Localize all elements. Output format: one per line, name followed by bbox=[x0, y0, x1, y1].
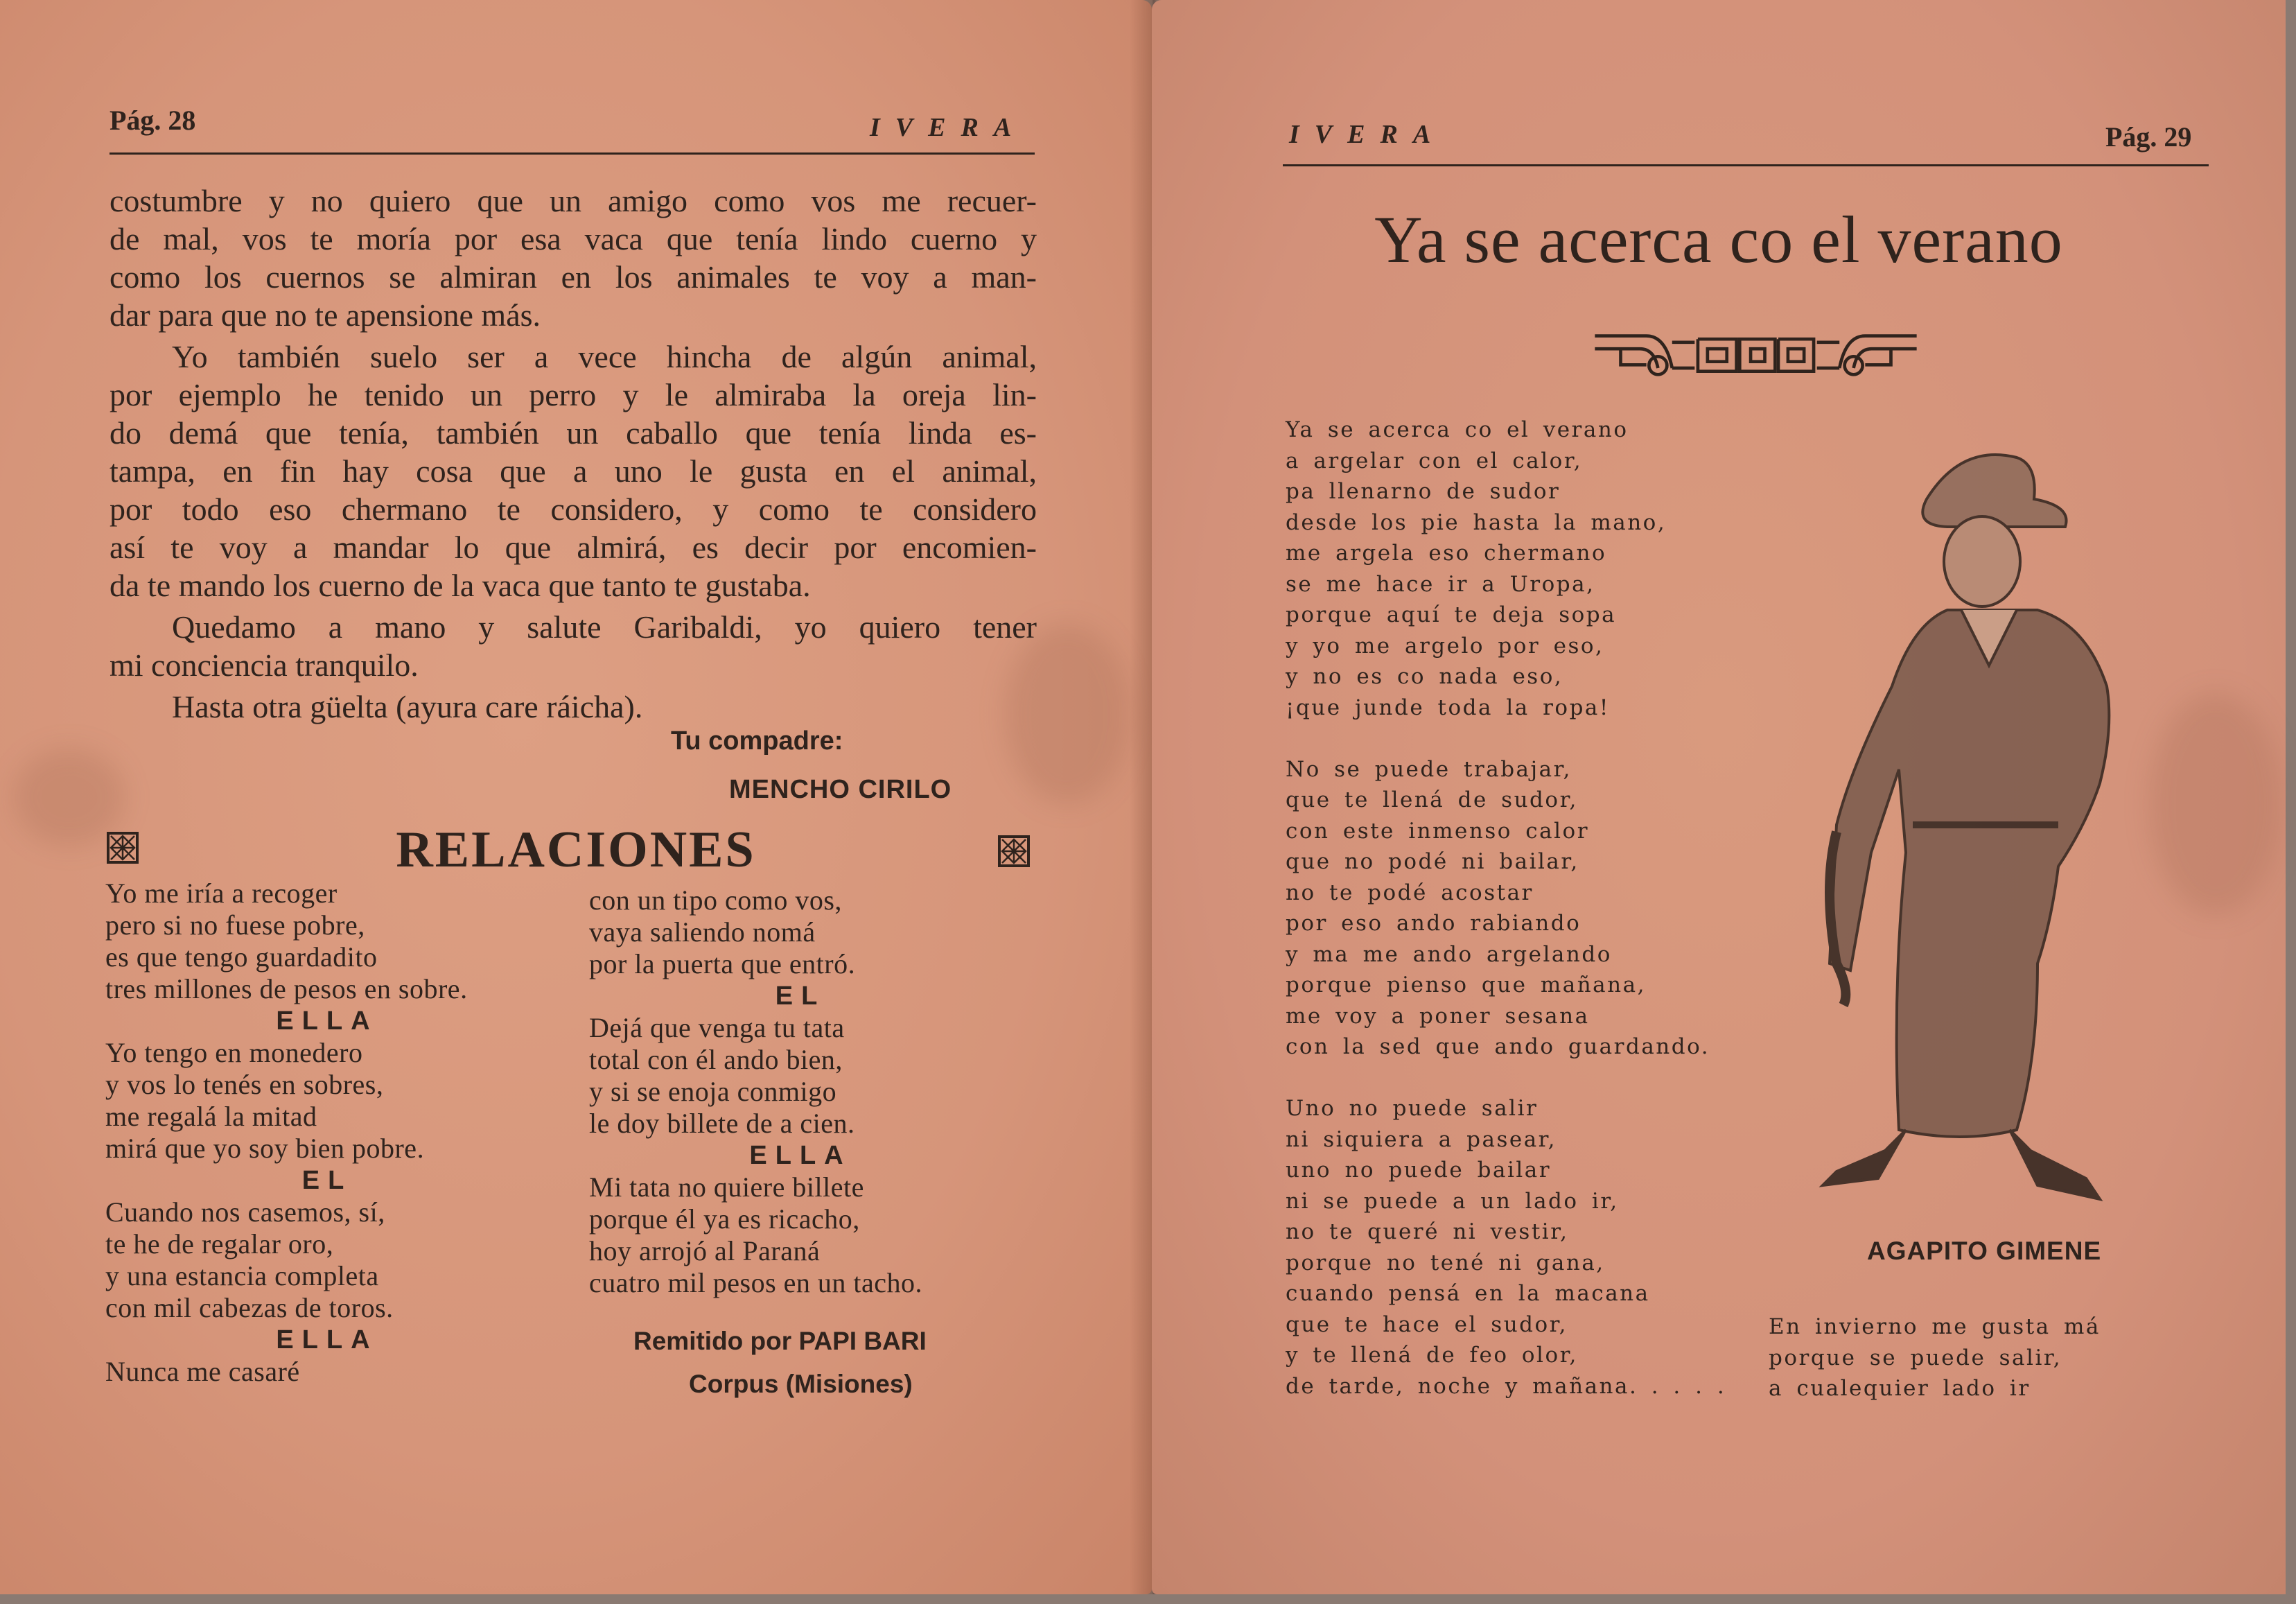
verse-line: uno no puede bailar bbox=[1286, 1158, 1552, 1183]
left-page bbox=[0, 0, 1152, 1594]
verse-line: te he de regalar oro, bbox=[105, 1228, 334, 1259]
verse-line: me regalá la mitad bbox=[105, 1101, 317, 1132]
verse-line: porque él ya es ricacho, bbox=[589, 1203, 860, 1235]
verse-line: no te queré ni vestir, bbox=[1286, 1219, 1569, 1244]
text-line: como los cuernos se almiran en los animales te voy a man- bbox=[109, 259, 1037, 295]
verse-line: que no podé ni bailar, bbox=[1286, 849, 1579, 874]
text-line: costumbre y no quiero que un amigo como vos me recuer- bbox=[109, 183, 1037, 218]
page-number: Pág. 28 bbox=[109, 105, 196, 136]
verse-line: Cuando nos casemos, sí, bbox=[105, 1196, 385, 1228]
header-rule bbox=[109, 152, 1035, 155]
verse-line: porque se puede salir, bbox=[1769, 1345, 2062, 1370]
paragraph bbox=[109, 338, 1037, 604]
credit: Remitido por PAPI BARI bbox=[633, 1327, 927, 1355]
verse-line: y ma me ando argelando bbox=[1286, 941, 1612, 967]
verse-line: porque no tené ni gana, bbox=[1286, 1250, 1605, 1275]
verse-line: mirá que yo soy bien pobre. bbox=[105, 1133, 425, 1164]
magazine-name: IVERA bbox=[1289, 120, 1446, 149]
verse-line: ¡que junde toda la ropa! bbox=[1286, 695, 1610, 720]
letter-body bbox=[109, 182, 1037, 729]
poem-author: AGAPITO GIMENE bbox=[1867, 1237, 2102, 1265]
relaciones-column-1 bbox=[105, 878, 549, 1388]
verse-line: vaya saliendo nomá bbox=[589, 916, 816, 948]
verse-line: con mil cabezas de toros. bbox=[105, 1292, 394, 1323]
verse-line: con la sed que ando guardando. bbox=[1286, 1034, 1710, 1059]
signature: MENCHO CIRILO bbox=[729, 775, 952, 804]
text-line: do demá que tenía, también un caballo que tenía linda es- bbox=[109, 415, 1037, 451]
speaker-heading: ELLA bbox=[276, 1325, 378, 1354]
text-line: Hasta otra güelta (ayura care ráicha). bbox=[172, 689, 643, 724]
verse-line: con un tipo como vos, bbox=[589, 884, 842, 916]
verse-line: me argela eso chermano bbox=[1286, 541, 1607, 566]
text-line: tampa, en fin hay cosa que a uno le gusta en el animal, bbox=[109, 453, 1037, 489]
text-line: da te mando los cuerno de la vaca que tanto te gustaba. bbox=[109, 568, 811, 603]
verse-line: me voy a poner sesana bbox=[1286, 1003, 1590, 1029]
verse-line: y te llená de feo olor, bbox=[1286, 1343, 1578, 1368]
verse-line: pero si no fuese pobre, bbox=[105, 909, 365, 941]
closing: Tu compadre: bbox=[671, 726, 843, 756]
text-line: por todo eso chermano te considero, y como te considero bbox=[109, 491, 1037, 527]
verse-line: por la puerta que entró. bbox=[589, 948, 856, 979]
verse-line: Mi tata no quiere billete bbox=[589, 1171, 864, 1203]
verse-line: total con él ando bien, bbox=[589, 1044, 843, 1075]
verse-line: pa llenarno de sudor bbox=[1286, 479, 1561, 504]
verse-line: y una estancia completa bbox=[105, 1260, 379, 1291]
verse-line: cuando pensá en la macana bbox=[1286, 1281, 1650, 1306]
poem-body bbox=[1286, 415, 1726, 1433]
stanza bbox=[1286, 415, 1726, 723]
stanza bbox=[1286, 1093, 1726, 1402]
verse-line: Ya se acerca co el verano bbox=[1286, 417, 1629, 442]
verse-line: Uno no puede salir bbox=[1286, 1096, 1539, 1121]
verse-line: le doy billete de a cien. bbox=[589, 1108, 855, 1139]
verse-line: por eso ando rabiando bbox=[1286, 911, 1581, 936]
verse-line: desde los pie hasta la mano, bbox=[1286, 509, 1667, 535]
relaciones-title: RELACIONES bbox=[396, 821, 756, 878]
speaker-heading: ELLA bbox=[276, 1006, 378, 1036]
verse-line: No se puede trabajar, bbox=[1286, 756, 1572, 782]
verse-line: porque pienso que mañana, bbox=[1286, 973, 1646, 997]
credit-place: Corpus (Misiones) bbox=[689, 1370, 913, 1398]
verse-line: de tarde, noche y mañana. . . . . bbox=[1286, 1373, 1726, 1399]
verse-line: no te podé acostar bbox=[1286, 880, 1534, 905]
verse-line: que te hace el sudor, bbox=[1286, 1311, 1568, 1337]
verse-line: cuatro mil pesos en un tacho. bbox=[589, 1267, 923, 1298]
relaciones-column-2 bbox=[589, 884, 1012, 1299]
poem-title: Ya se acerca co el verano bbox=[1374, 202, 2063, 277]
paragraph bbox=[109, 688, 1037, 726]
verse-line: que te llená de sudor, bbox=[1286, 787, 1578, 812]
verse-line: con este inmenso calor bbox=[1286, 818, 1590, 844]
text-line: Yo también suelo ser a vece hincha de algún animal, bbox=[172, 339, 1037, 374]
verse-line: Yo tengo en monedero bbox=[105, 1037, 363, 1068]
verse-line: porque aquí te deja sopa bbox=[1286, 602, 1617, 627]
text-line: así te voy a mandar lo que almirá, es decir por encomien- bbox=[109, 530, 1037, 565]
speaker-heading: EL bbox=[301, 1166, 353, 1195]
verse-line: a cualequier lado ir bbox=[1769, 1376, 2031, 1401]
speaker-heading: ELLA bbox=[749, 1141, 852, 1170]
speaker-heading: EL bbox=[775, 982, 826, 1011]
poem-continuation bbox=[1769, 1311, 2101, 1404]
text-line: dar para que no te apensione más. bbox=[109, 297, 541, 333]
verse-line: ni se puede a un lado ir, bbox=[1286, 1188, 1619, 1214]
verse-line: Yo me iría a recoger bbox=[105, 878, 338, 909]
verse-line: hoy arrojó al Paraná bbox=[589, 1235, 821, 1266]
text-line: Quedamo a mano y salute Garibaldi, yo quiero tener bbox=[172, 609, 1037, 645]
right-page bbox=[1152, 0, 2286, 1594]
magazine-name: IVERA bbox=[870, 113, 1027, 142]
verse-line: Dejá que venga tu tata bbox=[589, 1012, 845, 1043]
verse-line: y no es co nada eso, bbox=[1286, 664, 1563, 689]
text-line: mi conciencia tranquilo. bbox=[109, 647, 419, 683]
stanza bbox=[1286, 754, 1726, 1063]
verse-line: ni siquiera a pasear, bbox=[1286, 1126, 1557, 1152]
page-number: Pág. 29 bbox=[2105, 121, 2192, 152]
paragraph bbox=[109, 608, 1037, 684]
text-line: por ejemplo he tenido un perro y le almiraba la oreja lin- bbox=[109, 377, 1037, 412]
verse-line: tres millones de pesos en sobre. bbox=[105, 973, 468, 1004]
decorative-ornament-icon bbox=[1581, 323, 1930, 377]
verse-line: y si se enoja conmigo bbox=[589, 1076, 837, 1107]
paragraph bbox=[109, 182, 1037, 334]
verse-line: se me hace ir a Uropa, bbox=[1286, 571, 1595, 597]
gaucho-illustration bbox=[1809, 437, 2183, 1206]
verse-line: a argelar con el calor, bbox=[1286, 448, 1583, 473]
header-rule bbox=[1283, 164, 2209, 166]
text-line: de mal, vos te moría por esa vaca que tenía lindo cuerno y bbox=[109, 221, 1037, 256]
verse-line: y yo me argelo por eso, bbox=[1286, 633, 1604, 659]
verse-line: y vos lo tenés en sobres, bbox=[105, 1069, 384, 1100]
verse-line: es que tengo guardadito bbox=[105, 941, 378, 973]
verse-line: En invierno me gusta má bbox=[1769, 1314, 2101, 1339]
verse-line: Nunca me casaré bbox=[105, 1356, 300, 1387]
ornament-square-icon bbox=[998, 835, 1030, 867]
